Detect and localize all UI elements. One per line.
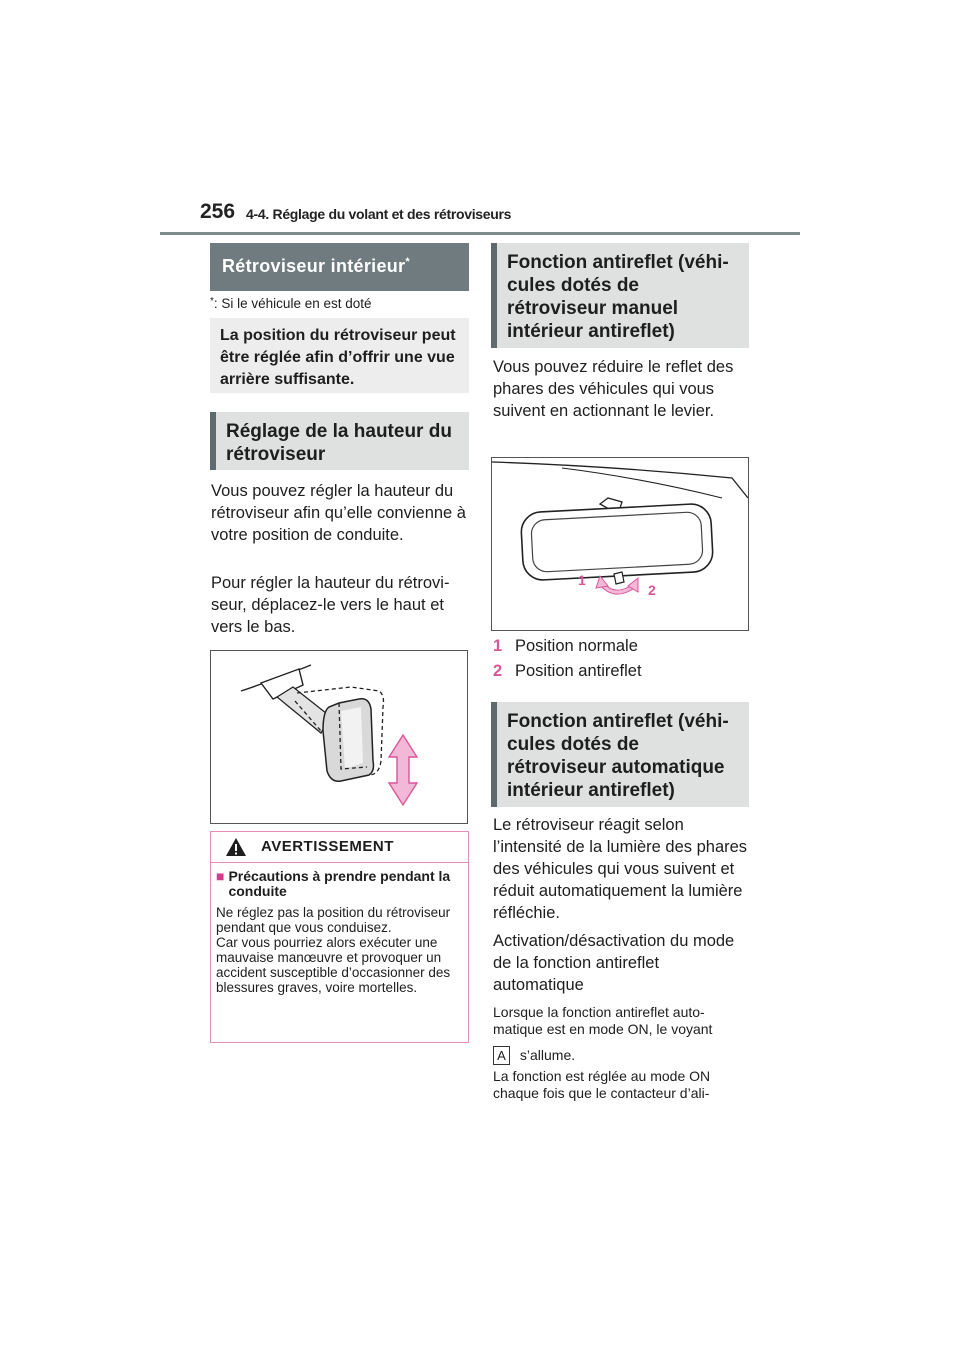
list-text: Position antireflet [515, 662, 642, 680]
section-title-rearview-mirror [210, 243, 469, 291]
section-title-height-adjust: Réglage de la hauteur du rétroviseur [210, 412, 469, 470]
intro-note: La position du rétroviseur peut être réglée afin d’offrir une vue arrière suffisante. [210, 318, 469, 393]
lever-label-2: 2 [648, 582, 656, 598]
height-paragraph-1: Vous pouvez régler la hauteur du rétroviseur afin qu’elle convienne à votre position de conduite. [211, 482, 466, 544]
warning-text-2: Car vous pourriez alors exécuter une mauvaise manœuvre et provoquer un accident susceptible d’occasionner des blessures graves, voire mortelles. [216, 935, 451, 995]
warning-subtitle [216, 869, 463, 899]
warning-text-1: Ne réglez pas la position du rétroviseur pendant que vous conduisez. [216, 905, 451, 935]
section-title-text: Rétroviseur intérieur [222, 256, 406, 276]
lever-label-1: 1 [578, 572, 586, 588]
warning-box [210, 831, 469, 1043]
indicator-label-a: A [493, 1046, 510, 1065]
auto-paragraph-2: Activation/désactivation du mode de la fonction antireflet automatique [493, 932, 735, 994]
section-title-manual-antiglare: Fonction antireflet (véhicules dotés de rétroviseur manuel intérieur antireflet) [491, 243, 749, 348]
section-title-asterisk: * [405, 256, 410, 268]
warning-subtitle-text: Précautions à prendre pendant la conduite [228, 868, 451, 899]
auto-small-text-2 [493, 1046, 749, 1065]
auto-small-text-1: Lorsque la fonction antireflet automatique est en mode ON, le voyant [493, 1004, 713, 1037]
height-paragraph-2: Pour régler la hauteur du rétroviseur, déplacez-le vers le haut et vers le bas. [211, 574, 450, 636]
page-number: 256 [200, 200, 236, 223]
manual-paragraph: Vous pouvez réduire le reflet des phares des véhicules qui vous suivent en actionnant le levier. [493, 358, 734, 420]
warning-triangle-icon [225, 837, 247, 857]
header-rule [160, 232, 800, 235]
list-number: 1 [493, 637, 503, 655]
figure-antiglare-lever [491, 457, 749, 631]
list-text: Position normale [515, 637, 638, 655]
auto-paragraph-1: Le rétroviseur réagit selon l’intensité de la lumière des phares des véhicules qui vous suivent et réduit automatiquement la lumière réfléchie. [493, 816, 748, 922]
footnote [210, 296, 372, 311]
mirror-height-illustration [211, 651, 467, 823]
footnote-text: : Si le véhicule en est doté [213, 296, 372, 311]
auto-small-text-2-text: s’allume. [519, 1047, 576, 1063]
lever-mirror-illustration [492, 458, 748, 630]
warning-title: AVERTISSEMENT [261, 838, 394, 855]
list-item [493, 635, 638, 657]
list-number: 2 [493, 662, 503, 680]
section-title-auto-antiglare: Fonction antireflet (véhicules dotés de rétroviseur automatique intérieur antireflet) [491, 702, 749, 807]
figure-mirror-height [210, 650, 468, 824]
footnote-asterisk: * [210, 296, 214, 307]
chapter-title: 4-4. Réglage du volant et des rétroviseurs [246, 206, 512, 222]
bullet-square: ■ [216, 868, 225, 884]
warning-body [211, 863, 468, 995]
auto-small-text-3: La fonction est réglée au mode ON chaque fois que le contacteur d’ali- [493, 1068, 711, 1101]
list-item [493, 660, 642, 682]
warning-header [211, 832, 468, 863]
